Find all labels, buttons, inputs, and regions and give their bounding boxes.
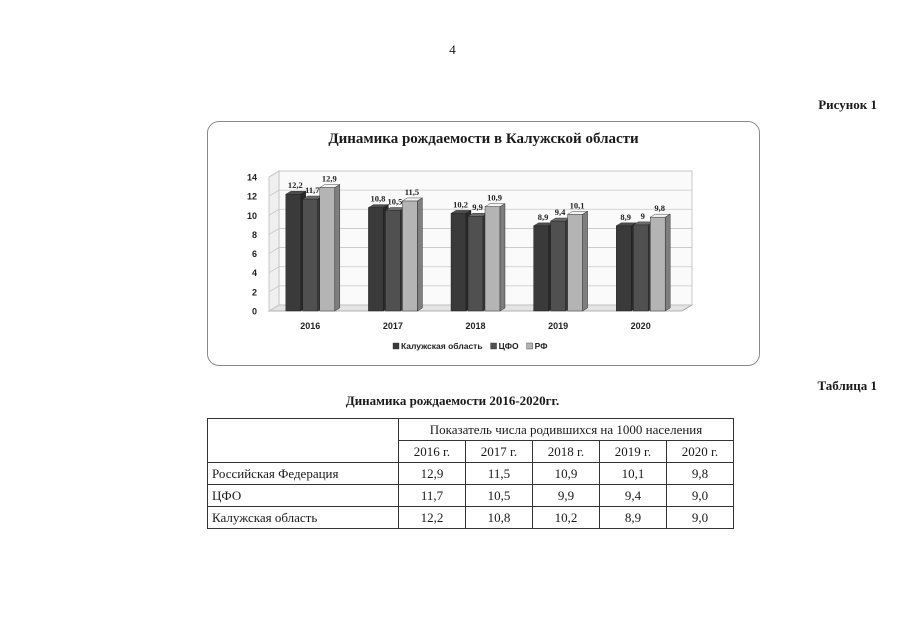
row-name: Российская Федерация [208, 463, 399, 485]
data-label: 9,8 [654, 203, 666, 214]
table-header-row [208, 419, 734, 441]
column-header: 2020 г. [666, 441, 733, 463]
bar [468, 216, 483, 311]
legend-swatch [527, 343, 533, 349]
legend-swatch [491, 343, 497, 349]
data-label: 12,2 [287, 180, 303, 191]
bar [286, 194, 301, 311]
bar [385, 211, 400, 312]
table-cell: 9,0 [666, 485, 733, 507]
y-tick-label: 4 [251, 268, 257, 279]
table-row [208, 507, 734, 529]
y-tick-label: 0 [251, 306, 257, 317]
bar [633, 225, 648, 311]
table-cell: 12,9 [399, 463, 466, 485]
table-cell: 10,9 [532, 463, 599, 485]
birth-rate-chart [208, 122, 759, 365]
y-tick-label: 6 [251, 249, 257, 260]
data-label: 12,9 [321, 173, 337, 184]
bar [402, 201, 417, 311]
chart-title: Динамика рождаемости в Калужской области [328, 131, 639, 147]
bar [485, 207, 500, 311]
x-tick-label: 2019 [548, 321, 569, 331]
table-row [208, 463, 734, 485]
table-cell: 11,5 [465, 463, 532, 485]
data-label: 9 [640, 210, 645, 221]
data-label: 9,4 [554, 207, 566, 218]
table-caption: Динамика рождаемости 2016-2020гг. [345, 393, 560, 408]
table-group-header: Показатель числа родившихся на 1000 населения [399, 419, 734, 441]
column-header: 2018 г. [532, 441, 599, 463]
table-cell: 9,4 [599, 485, 666, 507]
table-cell: 10,8 [465, 507, 532, 529]
y-tick-label: 14 [246, 172, 257, 183]
data-label: 11,5 [404, 186, 420, 197]
bar [551, 221, 566, 311]
legend-label: РФ [534, 341, 548, 351]
column-header: 2016 г. [399, 441, 466, 463]
bar [320, 188, 335, 311]
bar-side [500, 204, 505, 311]
figure-label: Рисунок 1 [818, 97, 877, 112]
x-tick-label: 2016 [300, 321, 321, 331]
page-number: 4 [449, 42, 456, 57]
bar [616, 226, 631, 311]
table-cell: 12,2 [399, 507, 466, 529]
legend-swatch [393, 343, 399, 349]
data-label: 10,2 [453, 199, 468, 210]
table-cell: 9,9 [532, 485, 599, 507]
bar [534, 226, 549, 311]
bar-side [583, 211, 588, 311]
row-name: ЦФО [208, 485, 399, 507]
table-row [208, 485, 734, 507]
chart-frame [207, 121, 760, 366]
table-cell: 10,2 [532, 507, 599, 529]
bar [568, 214, 583, 311]
table-cell: 9,8 [666, 463, 733, 485]
table-cell: 8,9 [599, 507, 666, 529]
y-tick-label: 8 [251, 229, 257, 240]
data-label: 8,9 [537, 211, 549, 222]
y-tick-label: 10 [246, 210, 257, 221]
bar [303, 199, 318, 311]
data-label: 10,1 [569, 200, 585, 211]
bar-side [335, 185, 340, 311]
data-label: 8,9 [620, 211, 632, 222]
x-tick-label: 2020 [630, 321, 651, 331]
bar [368, 208, 383, 311]
y-tick-label: 12 [246, 191, 257, 202]
table-corner-cell [208, 419, 399, 463]
table-label: Таблица 1 [817, 378, 877, 393]
legend-label: Калужская область [401, 341, 483, 351]
x-tick-label: 2018 [465, 321, 486, 331]
bar [650, 217, 665, 311]
row-name: Калужская область [208, 507, 399, 529]
table-cell: 10,5 [465, 485, 532, 507]
y-tick-label: 2 [251, 287, 257, 298]
table-cell: 9,0 [666, 507, 733, 529]
birth-rate-table [207, 418, 734, 529]
legend-label: ЦФО [498, 341, 519, 351]
data-label: 11,7 [305, 185, 320, 196]
bar-side [665, 214, 670, 311]
table-cell: 10,1 [599, 463, 666, 485]
bar [451, 213, 466, 311]
column-header: 2019 г. [599, 441, 666, 463]
data-label: 10,8 [370, 193, 386, 204]
chart-side-wall [269, 171, 279, 311]
data-label: 10,9 [487, 192, 502, 203]
data-label: 10,5 [387, 196, 403, 207]
table-cell: 11,7 [399, 485, 466, 507]
bar-side [417, 198, 422, 311]
data-label: 9,9 [472, 202, 483, 213]
column-header: 2017 г. [465, 441, 532, 463]
x-tick-label: 2017 [382, 321, 403, 331]
